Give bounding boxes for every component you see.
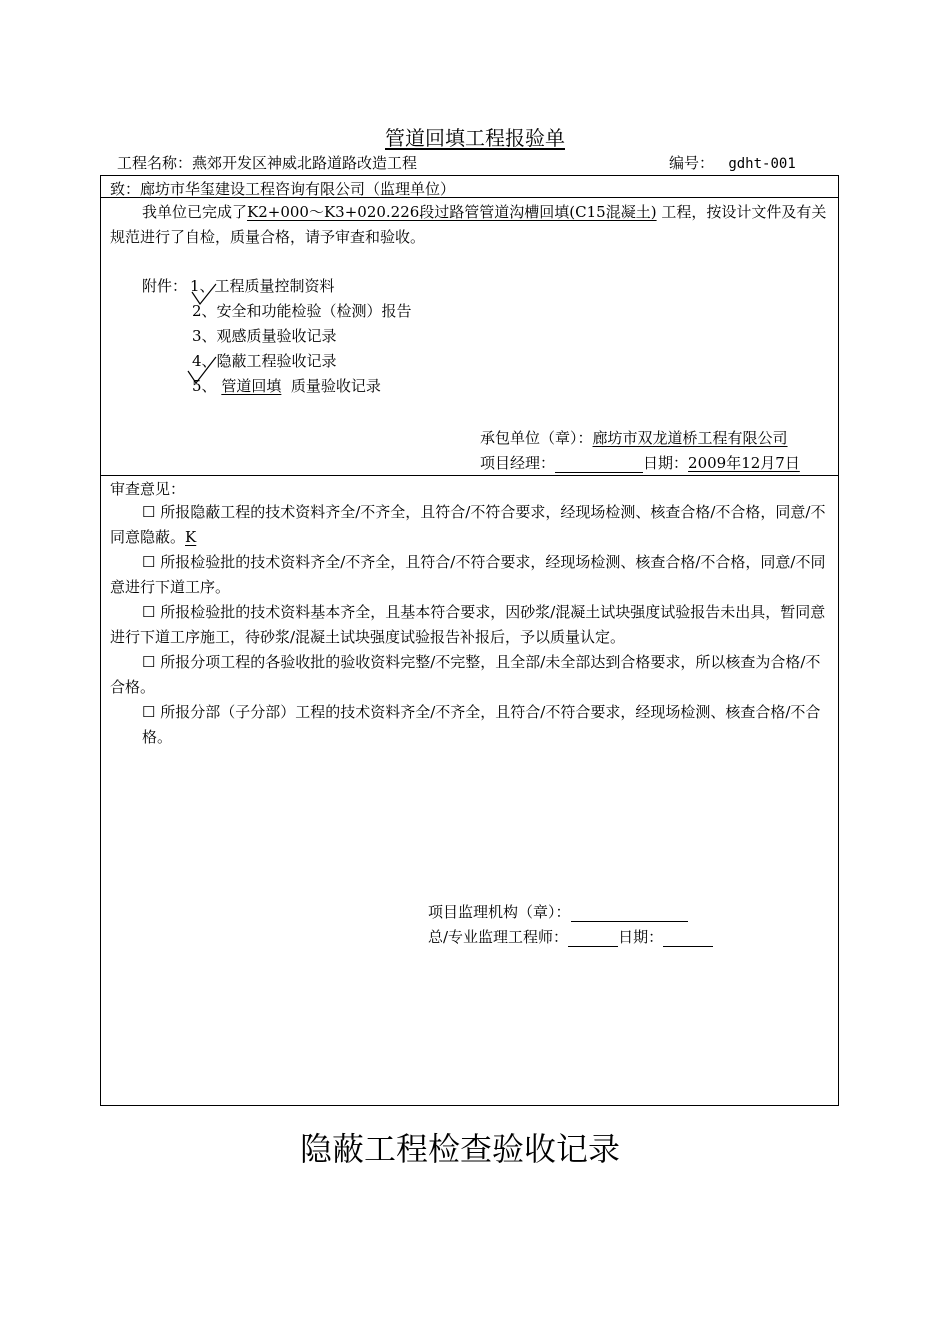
contractor-row xyxy=(480,427,788,448)
project-name-label: 工程名称： xyxy=(117,154,193,172)
checkmark-icon xyxy=(188,355,218,387)
document-title: 管道回填工程报验单 xyxy=(385,126,565,150)
document-number-value: gdht-001 xyxy=(728,156,796,172)
addressee-row xyxy=(110,178,455,199)
document-number-label: 编号： xyxy=(669,154,715,172)
checkbox-icon[interactable]: ☐ xyxy=(142,553,156,571)
engineer-signature-blank[interactable] xyxy=(568,929,618,947)
date-label: 日期： xyxy=(643,454,689,472)
review-option-2: ☐ 所报检验批的技术资料齐全/不齐全，且符合/不符合要求，经现场检测、核查合格/不合格，同意/不同意进行下道工序。 xyxy=(110,553,826,596)
work-item: K2+000～K3+020.226段过路管管道沟槽回填(C15混凝土) xyxy=(247,203,657,221)
checkmark-icon xyxy=(190,280,220,310)
review-option-4: ☐ 所报分项工程的各验收批的验收资料完整/不完整，且全部/未全部达到合格要求，所以核查为合格/不合格。 xyxy=(110,653,821,696)
addressee-role: （监理单位） xyxy=(365,180,456,198)
supervisor-org-row xyxy=(428,901,688,922)
statement-suffix: 工程，按设计文件及有关规范进行了自检，质量合格，请予审查和验收。 xyxy=(110,203,827,246)
review-option-1: ☐ 所报隐蔽工程的技术资料齐全/不齐全，且符合/不符合要求，经现场检测、核查合格/不合格，同意/不同意隐蔽。K xyxy=(110,503,826,546)
contractor-name: 廊坊市双龙道桥工程有限公司 xyxy=(592,429,788,447)
review-date-blank[interactable] xyxy=(663,929,713,947)
review-heading: 审查意见： xyxy=(110,480,186,498)
checkbox-icon[interactable]: ☐ xyxy=(142,653,156,671)
next-document-title: 隐蔽工程检查验收记录 xyxy=(299,1130,620,1168)
review-date-label: 日期： xyxy=(618,928,664,946)
checkbox-icon[interactable]: ☐ xyxy=(142,603,156,621)
attachment-item-4: 4、隐蔽工程验收记录 xyxy=(192,352,337,370)
supervisor-org-blank[interactable] xyxy=(571,904,688,922)
project-name-value: 燕郊开发区神威北路道路改造工程 xyxy=(192,154,418,172)
attachments-label: 附件： xyxy=(142,277,188,295)
review-option-5: ☐ 所报分部（子分部）工程的技术资料齐全/不齐全，且符合/不符合要求，经现场检测、核查合格/不合格。 xyxy=(142,703,821,746)
attachment-item-5: 5、 管道回填 质量验收记录 xyxy=(192,377,381,395)
review-option-3: ☐ 所报检验批的技术资料基本齐全，且基本符合要求，因砂浆/混凝土试块强度试验报告未出具，暂同意进行下道工序施工，待砂浆/混凝土试块强度试验报告补报后，予以质量认定。 xyxy=(110,603,826,646)
attachment-item-1: 1、工程质量控制资料 xyxy=(190,277,335,295)
addressee-unit: 廊坊市华玺建设工程咨询有限公司 xyxy=(140,180,366,198)
statement-prefix: 我单位已完成了 xyxy=(142,203,248,221)
review-mark: K xyxy=(185,528,197,546)
supervisor-engineer-row xyxy=(428,926,713,947)
submission-statement xyxy=(110,200,832,250)
manager-signature-blank[interactable] xyxy=(555,455,643,473)
attachment-item-2: 2、安全和功能检验（检测）报告 xyxy=(192,302,412,320)
date-value: 2009年12月7日 xyxy=(688,454,800,472)
manager-label: 项目经理： xyxy=(480,454,556,472)
manager-date-row xyxy=(480,452,800,473)
addressee-label: 致： xyxy=(110,180,141,198)
contractor-label: 承包单位（章）： xyxy=(480,429,593,447)
supervisor-org-label: 项目监理机构（章）： xyxy=(428,903,571,921)
document-number-row xyxy=(669,152,796,173)
attachment-item-3: 3、观感质量验收记录 xyxy=(192,327,337,345)
checkbox-icon[interactable]: ☐ xyxy=(142,703,156,721)
checkbox-icon[interactable]: ☐ xyxy=(142,503,156,521)
engineer-label: 总/专业监理工程师： xyxy=(428,928,569,946)
section-divider xyxy=(100,475,839,476)
project-name-row xyxy=(117,152,417,173)
